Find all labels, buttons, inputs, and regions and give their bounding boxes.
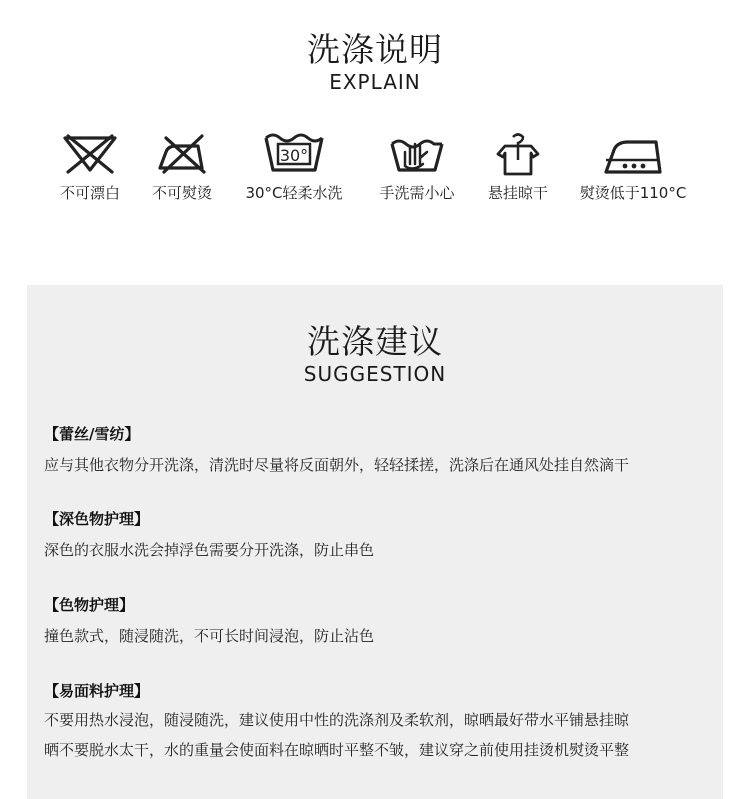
section-text-line-2: 晒不要脱水太干，水的重量会使面料在晾晒时平整不皱，建议穿之前使用挂烫机熨烫平整 [44, 741, 630, 759]
care-label: 30°C轻柔水洗 [245, 184, 343, 202]
no-iron-icon [154, 132, 210, 176]
care-label: 熨烫低于110°C [579, 184, 687, 202]
section-text-line-1: 不要用热水浸泡，随浸随洗，建议使用中性的洗涤剂及柔软剂，晾晒最好带水平铺悬挂晾 [44, 711, 630, 729]
section-heading: 【色物护理】 [44, 596, 135, 614]
care-label: 手洗需小心 [379, 184, 455, 202]
wash-temp-badge: 30° [279, 146, 309, 165]
suggestion-title-cn: 洗涤建议 [307, 322, 443, 361]
wash-30-icon [263, 132, 325, 176]
hang-dry-icon [493, 132, 543, 176]
care-label: 悬挂晾干 [487, 184, 548, 202]
section-fabric-care [44, 680, 724, 765]
care-item-wash-30 [236, 132, 352, 203]
section-heading: 【深色物护理】 [44, 510, 150, 528]
section-dark-care [44, 508, 724, 565]
section-heading: 【易面料护理】 [44, 682, 150, 700]
explain-title-block [0, 30, 750, 93]
care-item-iron-low [572, 132, 694, 203]
no-bleach-icon [62, 132, 118, 176]
suggestion-title-block [0, 322, 750, 385]
care-label: 不可漂白 [59, 184, 120, 202]
explain-title-cn: 洗涤说明 [307, 30, 443, 69]
care-icons-row [0, 132, 750, 212]
care-item-no-bleach [52, 132, 128, 203]
iron-low-icon [600, 132, 666, 176]
suggestion-title-en: SUGGESTION [303, 362, 447, 386]
care-label: 不可熨烫 [151, 184, 212, 202]
explain-title-en: EXPLAIN [329, 70, 421, 94]
section-text: 应与其他衣物分开洗涤，清洗时尽量将反面朝外，轻轻揉搓，洗涤后在通风处挂自然滴干 [44, 456, 630, 474]
care-item-no-iron [144, 132, 220, 203]
section-text: 深色的衣服水洗会掉浮色需要分开洗涤，防止串色 [44, 541, 375, 559]
hand-wash-icon [389, 132, 445, 176]
section-text: 撞色款式，随浸随洗，不可长时间浸泡，防止沾色 [44, 627, 375, 645]
care-item-hand-wash [372, 132, 462, 203]
section-color-care [44, 594, 724, 651]
section-heading: 【蕾丝/雪纺】 [44, 425, 140, 443]
section-lace-chiffon [44, 423, 724, 480]
care-item-hang-dry [480, 132, 556, 203]
